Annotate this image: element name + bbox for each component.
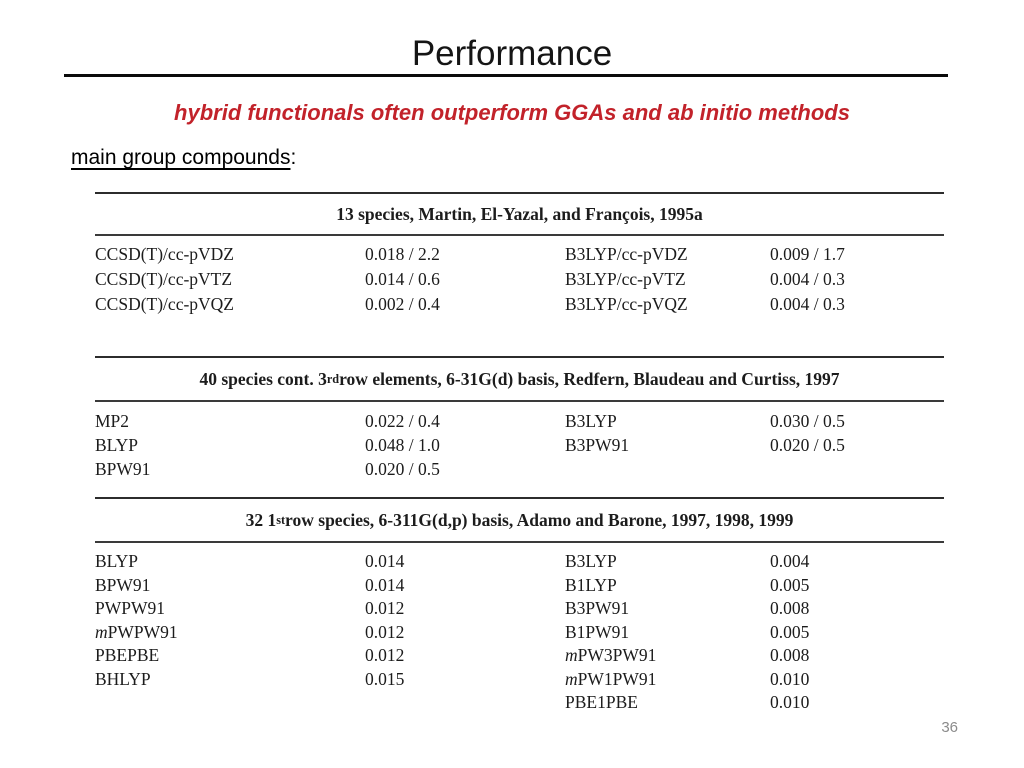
method-cell: B1LYP	[565, 574, 617, 595]
value-cell: 0.012	[365, 645, 405, 666]
section-label: main group compounds	[71, 146, 291, 169]
method-cell: PWPW91	[95, 598, 165, 619]
table-body	[95, 402, 944, 481]
value-cell: 0.014	[365, 551, 405, 572]
method-cell: mPWPW91	[95, 621, 178, 642]
data-table-3	[95, 497, 944, 715]
method-cell: CCSD(T)/cc-pVQZ	[95, 294, 235, 314]
method-cell: CCSD(T)/cc-pVTZ	[95, 269, 233, 289]
page-number: 36	[941, 719, 958, 736]
value-cell: 0.022 / 0.4	[365, 410, 440, 431]
method-cell: B3LYP/cc-pVDZ	[565, 244, 688, 264]
method-cell: PBE1PBE	[565, 692, 638, 713]
data-table-2	[95, 356, 944, 481]
method-cell: B1PW91	[565, 621, 630, 642]
value-cell: 0.002 / 0.4	[365, 294, 440, 314]
value-cell: 0.005	[770, 621, 810, 642]
value-cell: 0.048 / 1.0	[365, 434, 440, 455]
table-row	[95, 292, 944, 317]
table-row	[95, 409, 944, 433]
table-row	[95, 457, 944, 481]
value-cell: 0.005	[770, 574, 810, 595]
method-cell: B3LYP	[565, 410, 617, 431]
tables-area	[95, 192, 944, 715]
value-cell: 0.010	[770, 692, 810, 713]
value-cell: 0.004	[770, 551, 810, 572]
value-cell: 0.009 / 1.7	[770, 244, 845, 264]
method-cell: BPW91	[95, 458, 151, 479]
method-cell: BHLYP	[95, 668, 151, 689]
value-cell: 0.012	[365, 621, 405, 642]
value-cell: 0.008	[770, 645, 810, 666]
method-cell: B3PW91	[565, 598, 630, 619]
value-cell: 0.014 / 0.6	[365, 269, 440, 289]
section-colon: :	[290, 146, 297, 169]
value-cell: 0.008	[770, 598, 810, 619]
subtitle: hybrid functionals often outperform GGAs and ab initio methods	[174, 100, 850, 125]
data-table-1	[95, 192, 944, 317]
method-cell: mPW1PW91	[565, 668, 657, 689]
table-body	[95, 543, 944, 715]
value-cell: 0.020 / 0.5	[770, 434, 845, 455]
method-cell: B3LYP/cc-pVTZ	[565, 269, 686, 289]
method-cell: BPW91	[95, 574, 151, 595]
value-cell: 0.018 / 2.2	[365, 244, 440, 264]
table-row	[95, 597, 944, 621]
table-caption: 32 1 st row species, 6-311G(d,p) basis, Adamo and Barone, 1997, 1998, 1999	[245, 509, 794, 530]
table-row	[95, 574, 944, 598]
table-caption: 40 species cont. 3 rd row elements, 6-31G(d) basis, Redfern, Blaudeau and Curtiss, 1997	[199, 368, 840, 389]
method-cell: mPW3PW91	[565, 645, 657, 666]
table-row	[95, 242, 944, 267]
table-row	[95, 668, 944, 692]
method-cell: B3PW91	[565, 434, 630, 455]
section-heading	[71, 146, 296, 170]
table-body	[95, 236, 944, 317]
method-cell: B3LYP	[565, 551, 617, 572]
value-cell: 0.004 / 0.3	[770, 294, 845, 314]
value-cell: 0.012	[365, 598, 405, 619]
value-cell: 0.030 / 0.5	[770, 410, 845, 431]
table-row	[95, 550, 944, 574]
table-row	[95, 691, 944, 715]
table-row	[95, 621, 944, 645]
value-cell: 0.015	[365, 668, 405, 689]
table-row	[95, 267, 944, 292]
method-cell: MP2	[95, 410, 130, 431]
method-cell: B3LYP/cc-pVQZ	[565, 294, 688, 314]
table-caption: 13 species, Martin, El-Yazal, and François, 1995a	[336, 203, 703, 224]
value-cell: 0.004 / 0.3	[770, 269, 845, 289]
title-divider	[64, 74, 948, 77]
value-cell: 0.010	[770, 668, 810, 689]
method-cell: BLYP	[95, 551, 138, 572]
value-cell: 0.014	[365, 574, 405, 595]
method-cell: CCSD(T)/cc-pVDZ	[95, 244, 235, 264]
table-row	[95, 433, 944, 457]
method-cell: BLYP	[95, 434, 138, 455]
method-cell: PBEPBE	[95, 645, 160, 666]
page-title: Performance	[411, 34, 613, 73]
value-cell: 0.020 / 0.5	[365, 458, 440, 479]
table-row	[95, 644, 944, 668]
